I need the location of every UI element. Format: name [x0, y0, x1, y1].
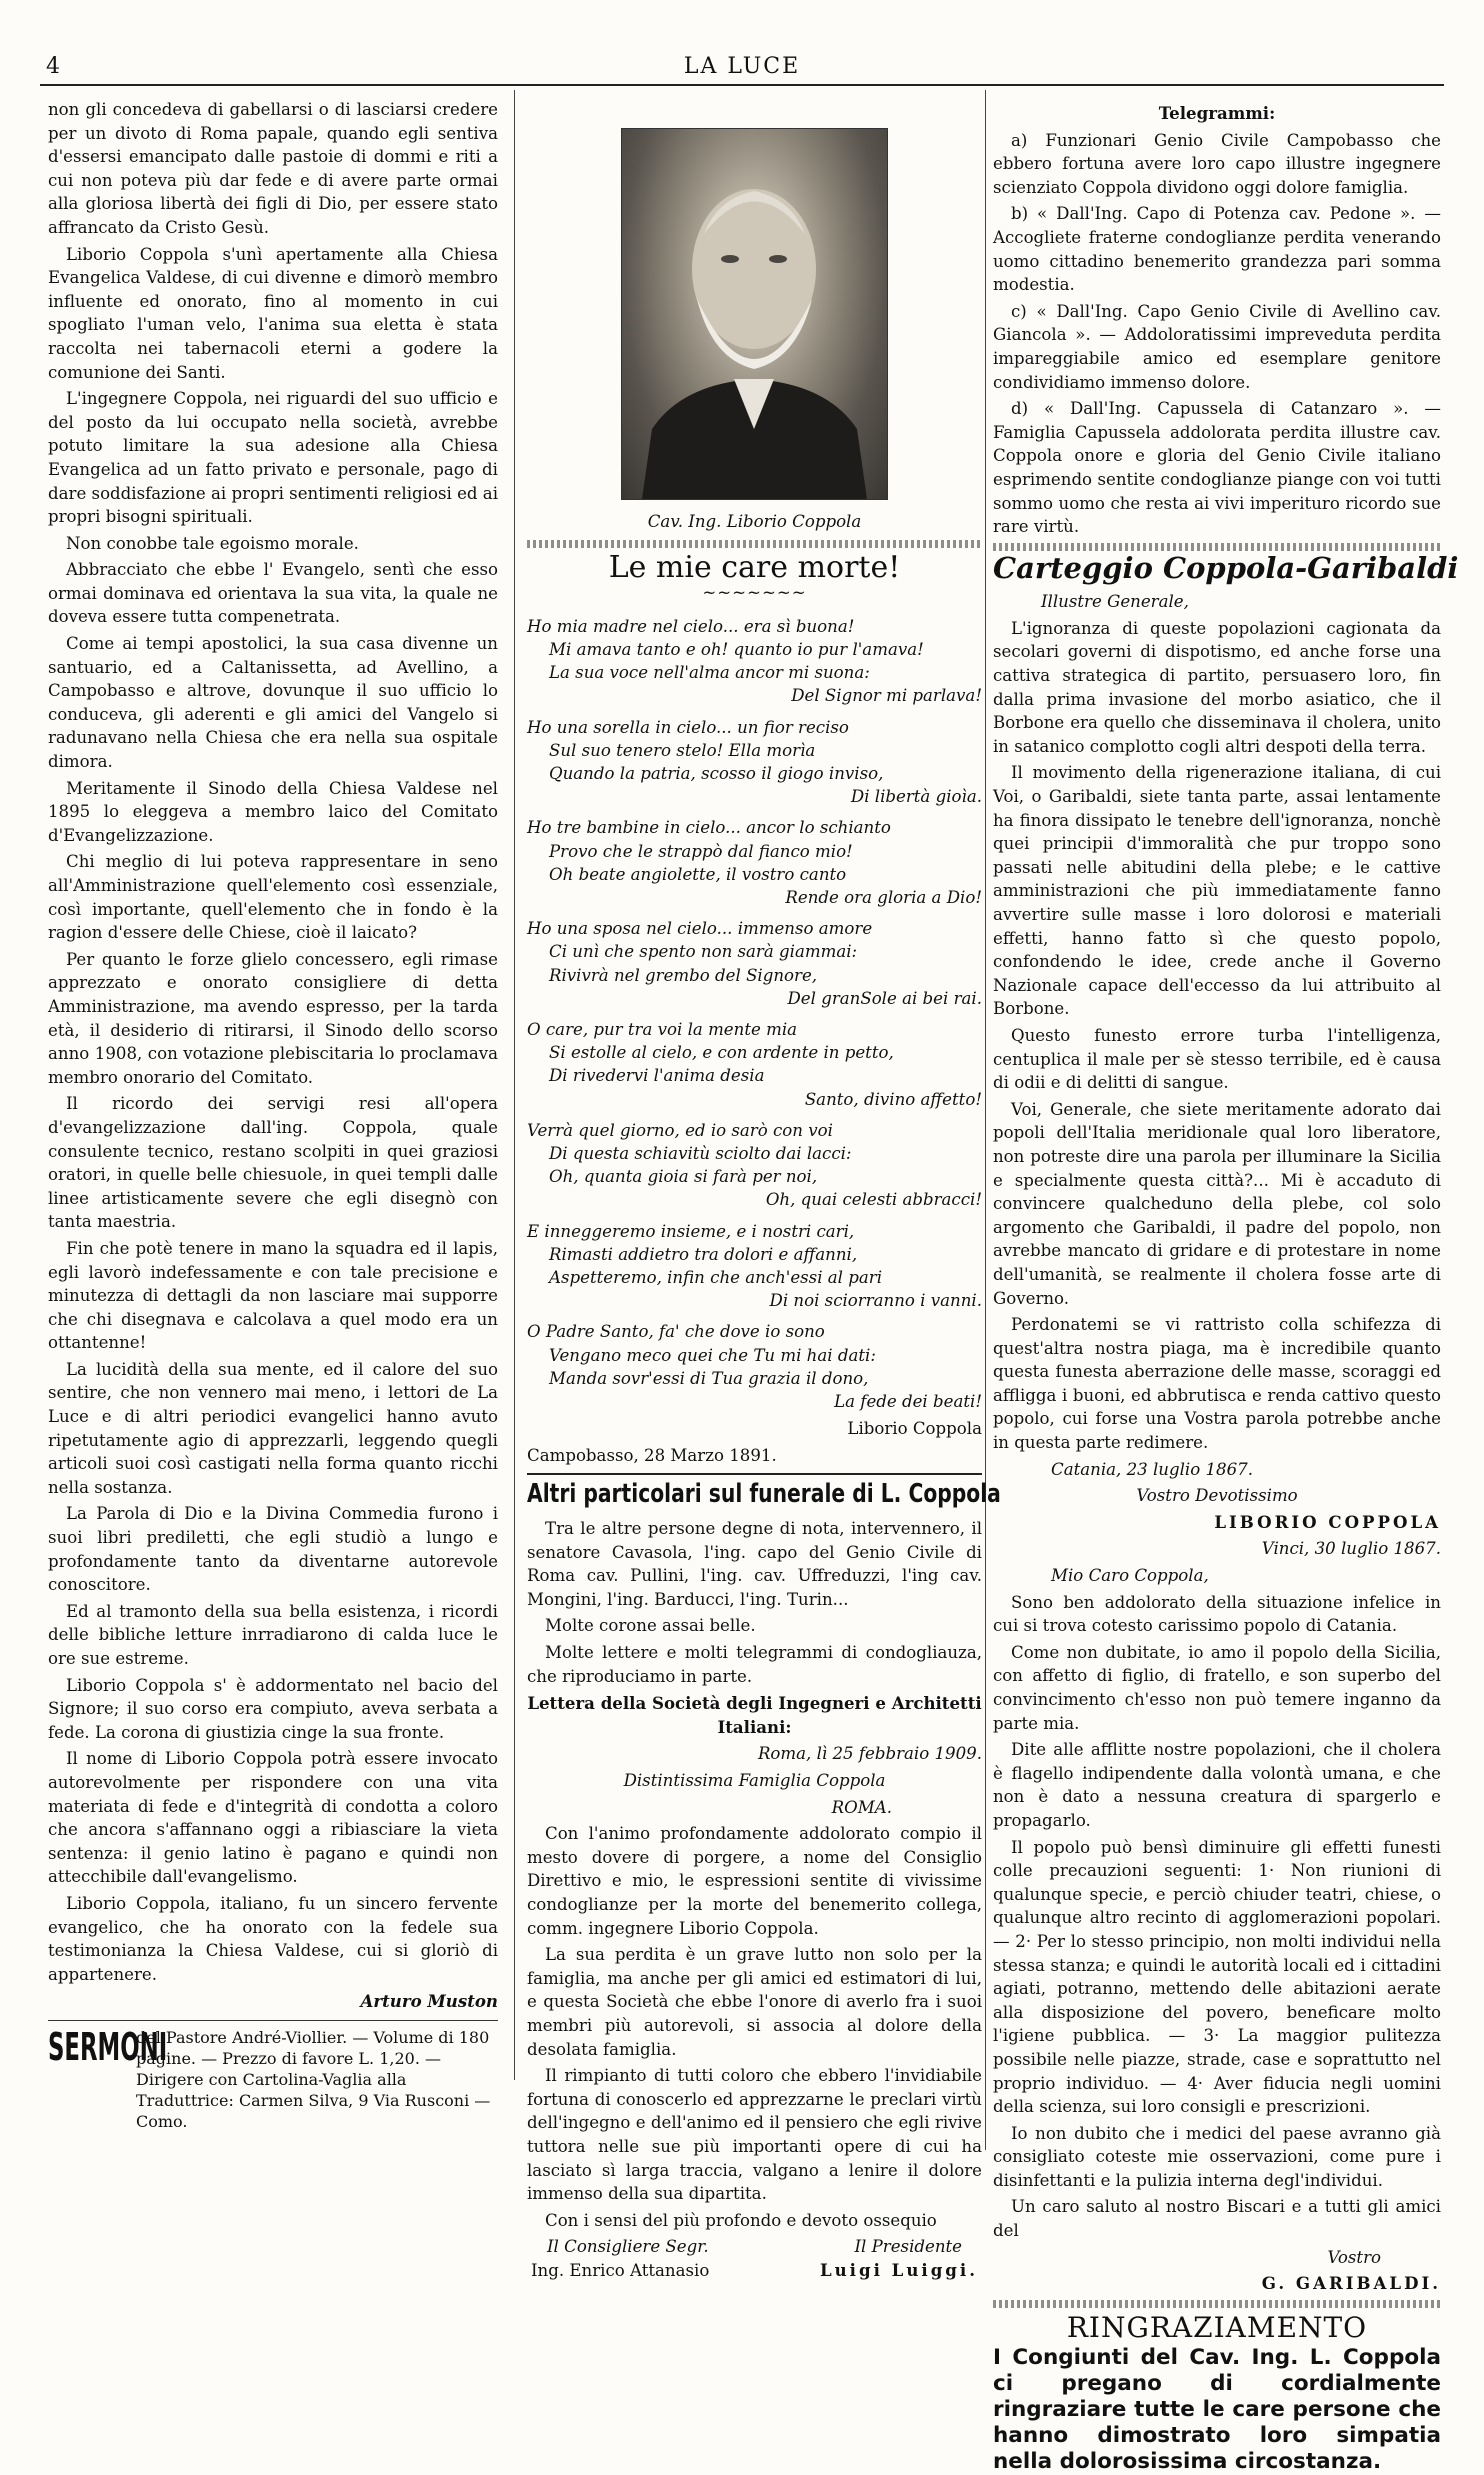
ringraziamento-title: RINGRAZIAMENTO: [1066, 2310, 1368, 2344]
paragraph: Meritamente il Sinodo della Chiesa Valdese nel 1895 lo eleggeva a membro laico del Comitato d'Evangelizzazione.: [48, 778, 498, 845]
poem-line: Rimasti addietro tra dolori e affanni,: [549, 1244, 858, 1264]
sign-right-name: Luigi Luiggi.: [819, 2259, 978, 2280]
paragraph: L'ignoranza di queste popolazioni cagionata da secolari governi di dispotismo, ed anche forse una cattiva strategica di partito, persuasero loro, fin dalla prima invasione del morbo asiatico, che il Borbone era quello che disseminava il cholera, unito in satanico complotto cogli altri despoti della terra.: [993, 618, 1441, 756]
paragraph: Un caro saluto al nostro Biscari e a tutti gli amici del: [993, 2197, 1441, 2241]
paragraph: Liborio Coppola s' è addormentato nel bacio del Signore; il suo corso era compiuto, aveva serbata a fede. La corona di giustizia cinge la sua fronte.: [48, 1675, 498, 1742]
paragraph: Liborio Coppola s'unì apertamente alla Chiesa Evangelica Valdese, di cui divenne e dimorò membro influente ed onorato, fino al momento in cui spogliato l'uman velo, l'anima sua eletta è stata raccolta nei tabernacoli eterni a godere la comunione dei Santi.: [48, 244, 498, 382]
paragraph: Molte corone assai belle.: [545, 1616, 756, 1636]
divider: [527, 1473, 982, 1475]
paragraph: Il nome di Liborio Coppola potrà essere invocato autorevolmente per rispondere con una vita materiata di fede e d'integrità di condotta a coloro che ancora s'affannano oggi a ribiasciare la vieta sentenza: il genio latino è pagano e quindi non attecchibile dall'evangelismo.: [48, 1749, 498, 1887]
paragraph: Il rimpianto di tutti coloro che ebbero l'invidiabile fortuna di conoscerlo ed apprezzarne le preclari virtù dell'ingegno e dell'animo ed il pensiero che egli rivive tuttora nelle sue più importanti opere di cui ha lasciato sì larga traccia, valgano a lenire il dolore immenso della sua dipartita.: [527, 2066, 982, 2204]
sermoni-word: SERMONI: [48, 2024, 168, 2069]
letter-heading: Lettera della Società degli Ingegneri e Architetti Italiani:: [527, 1693, 982, 1737]
divider: [48, 2020, 498, 2021]
paragraph: c) « Dall'Ing. Capo Genio Civile di Avellino cav. Giancola ». — Addoloratissimi impreveduta perdita impareggiabile amico ed esemplare genitore condividiamo immenso dolore.: [993, 301, 1441, 392]
poem-stanza: [527, 917, 982, 1010]
paragraph: La sua perdita è un grave lutto non solo per la famiglia, ma anche per gli amici ed estimatori di lui, e questa Società che ebbe l'onore di averlo fra i suoi membri più autorevoli, si associa al dolore della desolata famiglia.: [527, 1945, 982, 2059]
paragraph: Questo funesto errore turba l'intelligenza, centuplica il male per sè stesso terribile, ed è causa di odii e di delitti di sangue.: [993, 1025, 1441, 1093]
paragraph: Ed al tramonto della sua bella esistenza, i ricordi delle bibliche letture inrradiarono di calda luce le ore sue estreme.: [48, 1601, 498, 1668]
wavy-divider: [993, 2300, 1441, 2308]
column-1: [48, 98, 498, 2132]
photo-caption: Cav. Ing. Liborio Coppola: [647, 512, 862, 531]
reply-salute: Mio Caro Coppola,: [1051, 1566, 1209, 1586]
sermoni-advert: [48, 2024, 498, 2132]
sign-right-role: Il Presidente: [854, 2237, 962, 2257]
poem-line: Quando la patria, scosso il giogo inviso,: [549, 764, 884, 783]
poem-line: Ho una sposa nel cielo... immenso amore: [527, 919, 873, 939]
paragraph: Non conobbe tale egoismo morale.: [66, 533, 359, 553]
poem-line: Di libertà gioìa.: [850, 787, 982, 807]
poem: [527, 615, 982, 1414]
poem-line: Di noi sciorranno i vanni.: [769, 1291, 982, 1311]
poem-line: Sul suo tenero stelo! Ella morìa: [549, 740, 816, 760]
paragraph: a) Funzionari Genio Civile Campobasso che ebbero fortuna avere loro capo illustre ingegnere scienziato Coppola dividono oggi dolore famiglia.: [993, 130, 1441, 197]
paragraph: Dite alle afflitte nostre popolazioni, che il cholera è flagello indipendente dalla volontà umana, e che non è dato a nessuna creatura di spargerlo e propagarlo.: [993, 1740, 1441, 1830]
carteggio-place-date: Catania, 23 luglio 1867.: [1051, 1459, 1253, 1479]
reply-date: Vinci, 30 luglio 1867.: [1261, 1539, 1441, 1559]
reply-closing: Vostro: [1327, 2247, 1381, 2267]
poem-line: O Padre Santo, fa' che dove io sono: [527, 1322, 825, 1342]
letter-salute: Distintissima Famiglia Coppola: [623, 1771, 886, 1790]
paragraph: Sono ben addolorato della situazione infelice in cui si trova cotesto carissimo popolo di Catania.: [993, 1592, 1441, 1636]
poem-line: Del granSole ai bei rai.: [787, 988, 982, 1008]
column-3: [993, 98, 1459, 2475]
poem-line: Si estolle al cielo, e con ardente in petto,: [549, 1043, 894, 1063]
column-rule-right: [985, 90, 986, 2150]
paragraph: d) « Dall'Ing. Capussela di Catanzaro ». — Famiglia Capussela addolorata perdita illustre cav. Coppola onore e gloria del Genio Civile italiano esprimendo sentite condoglianze piange con voi tutti sommo uomo che resta ai vivi imperituro ricordo sue rare virtù.: [993, 399, 1441, 537]
poem-line: E inneggeremo insieme, e i nostri cari,: [527, 1221, 855, 1241]
poem-line: Manda sovr'essi di Tua grazia il dono,: [549, 1368, 869, 1388]
paragraph: Con i sensi del più profondo e devoto ossequio: [545, 2210, 937, 2230]
portrait-figure-icon: [622, 129, 887, 499]
poem-author: Liborio Coppola: [847, 1419, 982, 1439]
carteggio-title: Carteggio Coppola-Garibaldi: [993, 550, 1459, 585]
poem-title: Le mie care morte!: [608, 549, 901, 585]
paragraph: Come non dubitate, io amo il popolo della Sicilia, con affetto di figlio, di fratello, e son superbo del convincimento ch'esso non può temere inganno da parte mia.: [993, 1642, 1441, 1733]
paragraph: Il ricordo dei servigi resi all'opera d'evangelizzazione dall'ing. Coppola, quale consulente tecnico, restano scolpiti in quei graziosi oratori, in quelle belle chiesuole, in quei templi dalle linee artisticamente severe che egli disegnò con tanta maestria.: [48, 1094, 498, 1232]
poem-stanza: [527, 1119, 982, 1212]
article-signature: Arturo Muston: [360, 1991, 498, 2012]
column-2: [527, 98, 1001, 2282]
paragraph: La lucidità della sua mente, ed il calore del suo sentire, che non vennero mai meno, i lettori de La Luce e di altri periodici evangelici hanno avuto ripetutamente agio di apprezzarli, leggendo quegli articoli suoi così castigati nella forma quanto ricchi nella sostanza.: [48, 1359, 498, 1497]
reply-signature: G. GARIBALDI.: [1261, 2273, 1441, 2294]
paragraph: b) « Dall'Ing. Capo di Potenza cav. Pedone ». — Accogliete fraterne condoglianze perdita venerando uomo cittadino benemerito grandezza pari somma modestia.: [993, 204, 1441, 295]
poem-line: Ho mia madre nel cielo... era sì buona!: [527, 616, 855, 636]
wavy-divider: [527, 540, 982, 548]
poem-place-date: Campobasso, 28 Marzo 1891.: [527, 1445, 777, 1465]
poem-line: Oh, quanta gioia si farà per noi,: [549, 1167, 818, 1187]
poem-line: La fede dei beati!: [834, 1392, 982, 1412]
paragraph: Abbracciato che ebbe l' Evangelo, sentì che esso ormai dominava ed orientava la sua vita, la quale ne doveva essere tutta compenetrata.: [48, 560, 498, 627]
poem-line: Santo, divino affetto!: [804, 1089, 982, 1109]
poem-line: Rende ora gloria a Dio!: [785, 888, 982, 908]
paragraph: Tra le altre persone degne di nota, intervennero, il senatore Cavasola, l'ing. capo del Genio Civile di Roma cav. Pullini, l'ing. cav. Uffreduzzi, l'ing cav. Mongini, l'ing. Barducci, l'ing. Turin...: [527, 1519, 982, 1609]
poem-line: O care, pur tra voi la mente mia: [527, 1020, 798, 1040]
poem-line: Di questa schiavitù sciolto dai lacci:: [549, 1144, 852, 1164]
poem-line: Di rivedervi l'anima desia: [549, 1066, 765, 1086]
carteggio-salute: Illustre Generale,: [1041, 592, 1189, 612]
wavy-divider: [993, 543, 1441, 551]
poem-line: Ho tre bambine in cielo... ancor lo schianto: [527, 818, 891, 838]
poem-stanza: [527, 1320, 982, 1413]
portrait-photo: [621, 128, 888, 500]
poem-stanza: [527, 1018, 982, 1111]
paragraph: L'ingegnere Coppola, nei riguardi del suo ufficio e del posto da lui occupato nella società, avrebbe potuto limitare la sua adesione alla Chiesa Evangelica ad un fatto privato e personale, pago di dare soddisfazione ai propri sentimenti religiosi ed ai propri bisogni spirituali.: [48, 389, 498, 527]
page-header: [40, 52, 1444, 86]
poem-stanza: [527, 615, 982, 708]
paragraph: La Parola di Dio e la Divina Commedia furono i suoi libri prediletti, che egli studiò a lungo e profondamente tanto da diventarne autorevole conoscitore.: [48, 1504, 498, 1595]
paragraph: Per quanto le forze glielo concessero, egli rimase apprezzato e onorato consigliere di detta Amministrazione, ma avendo espresso, per la tarda età, il desiderio di ritirarsi, il Sinodo dello scorso anno 1908, con votazione plebiscitaria lo proclamava membro onorario del Comitato.: [48, 949, 498, 1087]
poem-line: Oh beate angiolette, il vostro canto: [549, 864, 847, 884]
funeral-title: Altri particolari sul funerale di L. Coppola: [527, 1479, 1001, 1510]
ringraziamento-text: I Congiunti del Cav. Ing. L. Coppola ci pregano di cordialmente ringraziare tutte le care persone che hanno dimostrato loro simpatia nella dolorosissima circostanza.: [993, 2345, 1441, 2475]
carteggio-signature: LIBORIO COPPOLA: [1214, 1511, 1441, 1532]
letter-city: ROMA.: [831, 1797, 892, 1817]
paragraph: Voi, Generale, che siete meritamente adorato dai popoli dell'Italia meridionale qual loro liberatore, non potreste dire una parola per illuminare la Sicilia e specialmente questa città?... Mi è accaduto di convincere qualcheduno della plebe, col solo argomento che Garibaldi, il padre del popolo, non avrebbe mancato di gridare e di protestare in nome dell'umanità, se realmente il cholera fosse arte di Governo.: [993, 1099, 1441, 1308]
sign-left-name: Ing. Enrico Attanasio: [531, 2260, 710, 2280]
poem-line: Provo che le strappò dal fianco mio!: [549, 841, 853, 861]
newspaper-title: LA LUCE: [683, 54, 801, 79]
paragraph: Con l'animo profondamente addolorato compio il mesto dovere di porgere, a nome del Consiglio Direttivo e mio, le espressioni sentite di vivissime condoglianze per la morte del benemerito collega, comm. ingegnere Liborio Coppola.: [527, 1824, 982, 1938]
poem-line: La sua voce nell'alma ancor mi suona:: [549, 663, 870, 683]
poem-line: Aspetteremo, infin che anch'essi al pari: [549, 1268, 883, 1288]
poem-line: Ho una sorella in cielo... un fior reciso: [527, 717, 849, 737]
poem-line: Verrà quel giorno, ed io sarò con voi: [527, 1120, 833, 1140]
paragraph: Il popolo può bensì diminuire gli effetti funesti colle precauzioni seguenti: 1· Non riunioni di qualunque specie, e perciò chiuder teatri, chiese, o qualunque altro recinto di agglomerazioni popolari. — 2· Per lo stesso principio, non molti individui nella stessa stanza; e quindi le autorità locali ed i cittadini agiati, potranno, mettendo delle abitazioni aerate alla disposizione del povero, beneficare molto l'igiene pubblica. — 3· La maggior pulitezza possibile nelle piazze, strade, case e soprattutto nel proprio individuo. — 4· Aver fiducia negli uomini della scienza, sui loro consigli e prescrizioni.: [993, 1837, 1441, 2117]
poem-stanza: [527, 816, 982, 909]
letter-sign-roles: [527, 2235, 982, 2259]
paragraph: Il movimento della rigenerazione italiana, di cui Voi, o Garibaldi, siete tanta parte, assai lentamente ha finora dissipato le tenebre dell'ignoranza, nonchè quei principii d'immoralità che pur troppo sono passati nelle abitudini della plebe; e le cattive amministrazioni che più immediatamente fanno avvertire sulle masse i loro dolorosi e materiali effetti, hanno fatto sì che questo popolo, confondendo le idee, crede anche il Governo Nazionale capace dell'eccesso da lui attribuito al Borbone.: [993, 763, 1441, 1019]
page-number: 4: [46, 54, 60, 79]
carteggio-closing: Vostro Devotissimo: [1136, 1486, 1298, 1506]
letter-sign-names: [527, 2259, 982, 2283]
paragraph: Come ai tempi apostolici, la sua casa divenne un santuario, ed a Caltanissetta, ad Avellino, a Campobasso e altrove, dovunque il suo ufficio lo conduceva, gli aderenti e gli amici del Vangelo si radunavano nella Chiesa che era nella sua ospitale dimora.: [48, 634, 498, 772]
sign-left-role: Il Consigliere Segr.: [547, 2237, 709, 2257]
poem-stanza: [527, 716, 982, 809]
poem-ornament: ~~~~~~~: [702, 583, 807, 603]
paragraph: Perdonatemi se vi rattristo colla schifezza di quest'altra nostra piaga, ma è incredibile quanto questa funesta aberrazione delle masse, scoraggi ed affligga i buoni, ed abbrutisca e renda cattivo questo popolo, cui forse una Vostra parola potrebbe anche in questa parte redimere.: [993, 1315, 1441, 1453]
paragraph: Io non dubito che i medici del paese avranno già consigliato coteste mie osservazioni, come pure i disinfettanti e la pulizia interna degl'individui.: [993, 2123, 1441, 2190]
poem-line: Rivivrà nel grembo del Signore,: [549, 965, 818, 985]
poem-line: Mi amava tanto e oh! quanto io pur l'amava!: [549, 639, 924, 659]
paragraph: Molte lettere e molti telegrammi di condogliauza, che riproduciamo in parte.: [527, 1643, 982, 1686]
column-rule-left: [514, 90, 515, 2080]
paragraph: Chi meglio di lui poteva rappresentare in seno all'Amministrazione quell'elemento così essenziale, così importante, quell'elemento che in fondo è la ragion d'essere delle Chiese, cioè il laicato?: [48, 852, 498, 943]
paragraph: Liborio Coppola, italiano, fu un sincero fervente evangelico, che ha onorato con la fedele sua testimonianza la Chiesa Valdese, cui si gloriò di appartenere.: [48, 1893, 498, 1984]
poem-line: Ci unì che spento non sarà giammai:: [549, 942, 858, 962]
poem-line: Vengano meco quei che Tu mi hai dati:: [549, 1345, 876, 1365]
sermoni-text: del Pastore André-Viollier. — Volume di 180 pagine. — Prezzo di favore L. 1,20. — Dirigere con Cartolina-Vaglia alla Traduttrice: Carmen Silva, 9 Via Rusconi — Como.: [136, 2027, 491, 2131]
poem-line: Oh, quai celesti abbracci!: [765, 1190, 982, 1210]
poem-stanza: [527, 1220, 982, 1313]
letter-date: Roma, lì 25 febbraio 1909.: [757, 1744, 982, 1764]
paragraph: Fin che potè tenere in mano la squadra ed il lapis, egli lavorò indefessamente e con tale precisione e minutezza di dettagli da non lasciare mai supporre che chi disegnava e calcolava a quel modo era un ottantenne!: [48, 1238, 498, 1353]
paragraph: non gli concedeva di gabellarsi o di lasciarsi credere per un divoto di Roma papale, quando egli sentiva d'essersi emancipato dalle pastoie di dommi e riti a cui non poteva più dar fede e di avere parte ormai alla gloriosa libertà dei figli di Dio, per essere stato affrancato da Cristo Gesù.: [48, 100, 498, 237]
poem-line: Del Signor mi parlava!: [791, 686, 982, 706]
telegrams-title: Telegrammi:: [1158, 103, 1276, 123]
